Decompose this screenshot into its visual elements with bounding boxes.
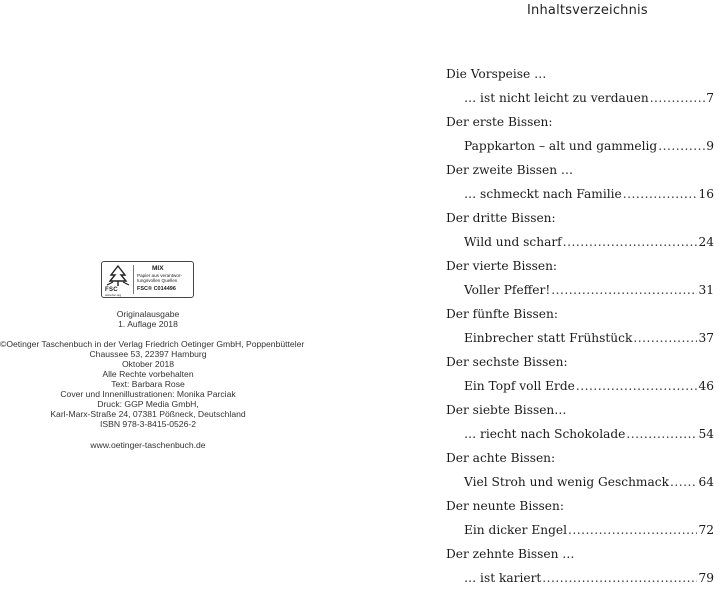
toc-page-number: 79 <box>698 571 714 585</box>
toc-page-number: 46 <box>698 379 714 393</box>
toc-entry[interactable] <box>446 545 714 593</box>
toc-entry[interactable] <box>446 497 714 545</box>
toc-chapter-subtitle: … schmeckt nach Familie <box>464 187 622 201</box>
imprint-line: ©Oetinger Taschenbuch in der Verlag Friedrich Oetinger GmbH, Poppenbütteler <box>0 339 305 349</box>
toc-entry[interactable] <box>446 113 714 161</box>
imprint-page <box>0 0 360 457</box>
imprint-line: ISBN 978-3-8415-0526-2 <box>99 419 197 429</box>
toc-chapter-subtitle: Viel Stroh und wenig Geschmack <box>464 475 669 489</box>
toc-page-number: 16 <box>698 187 714 201</box>
toc-page-number: 7 <box>706 91 714 105</box>
toc-entry[interactable] <box>446 65 714 113</box>
toc-entry[interactable] <box>446 257 714 305</box>
toc-chapter-subtitle: … ist nicht leicht zu verdauen <box>464 91 649 105</box>
toc-chapter-subtitle: Einbrecher statt Frühstück <box>464 331 633 345</box>
contents-page <box>360 0 720 585</box>
toc-chapter-heading: Der siebte Bissen… <box>446 403 567 417</box>
publisher-website[interactable]: www.oetinger-taschenbuch.de <box>90 440 206 450</box>
fsc-mix-label: MIX <box>152 265 164 272</box>
toc-chapter-heading: Die Vorspeise … <box>446 67 547 81</box>
imprint-text <box>0 309 305 429</box>
toc-chapter-heading: Der neunte Bissen: <box>446 499 564 513</box>
imprint-line: Text: Barbara Rose <box>111 379 185 389</box>
toc-chapter-subtitle: Ein dicker Engel <box>464 523 567 537</box>
toc-chapter-subtitle: Pappkarton – alt und gammelig <box>464 139 658 153</box>
toc-page-number: 24 <box>698 235 714 249</box>
toc-chapter-subtitle: Voller Pfeffer! <box>464 283 551 297</box>
fsc-divider <box>133 265 134 294</box>
fsc-description: Papier aus verantwor-tungsvollen Quellen <box>137 273 182 283</box>
fsc-tree-icon <box>105 264 131 288</box>
imprint-line: Originalausgabe <box>116 309 180 319</box>
fsc-label: FSC <box>105 287 118 293</box>
toc-page-number: 9 <box>706 139 714 153</box>
toc-entry[interactable] <box>446 161 714 209</box>
toc-entry[interactable] <box>446 305 714 353</box>
toc-entry[interactable] <box>446 209 714 257</box>
imprint-line: Druck: GGP Media GmbH, <box>97 399 199 409</box>
toc-chapter-heading: Der dritte Bissen: <box>446 211 556 225</box>
fsc-url: www.fsc.org <box>105 293 122 297</box>
toc-chapter-heading: Der vierte Bissen: <box>446 259 558 273</box>
toc-chapter-subtitle: … ist kariert <box>464 571 542 585</box>
imprint-line: Oktober 2018 <box>121 359 175 369</box>
toc-page-number: 64 <box>698 475 714 489</box>
toc-chapter-subtitle: Ein Topf voll Erde <box>464 379 575 393</box>
toc-chapter-heading: Der sechste Bissen: <box>446 355 568 369</box>
toc-chapter-heading: Der fünfte Bissen: <box>446 307 558 321</box>
fsc-logo <box>101 261 194 298</box>
fsc-license-code: FSC® C014496 <box>137 286 176 292</box>
imprint-line: 1. Auflage 2018 <box>118 319 178 329</box>
imprint-line: Cover und Innenillustrationen: Monika Parciak <box>60 389 236 399</box>
toc-chapter-heading: Der zehnte Bissen … <box>446 547 575 561</box>
toc-entry[interactable] <box>446 353 714 401</box>
imprint-line: Chaussee 53, 22397 Hamburg <box>89 349 207 359</box>
imprint-line: Karl-Marx-Straße 24, 07381 Pößneck, Deutschland <box>50 409 246 419</box>
toc-page-number: 72 <box>698 523 714 537</box>
toc-entry[interactable] <box>446 401 714 449</box>
toc-title: Inhaltsverzeichnis <box>527 3 648 18</box>
toc-entry[interactable] <box>446 449 714 497</box>
toc-page-number: 54 <box>698 427 714 441</box>
imprint-line: Alle Rechte vorbehalten <box>102 369 194 379</box>
toc-chapter-subtitle: Wild und scharf <box>464 235 562 249</box>
toc-page-number: 31 <box>698 283 714 297</box>
toc-chapter-heading: Der zweite Bissen … <box>446 163 574 177</box>
toc-chapter-subtitle: … riecht nach Schokolade <box>464 427 626 441</box>
toc-chapter-heading: Der achte Bissen: <box>446 451 556 465</box>
toc-page-number: 37 <box>698 331 714 345</box>
toc-chapter-heading: Der erste Bissen: <box>446 115 553 129</box>
table-of-contents <box>446 65 714 593</box>
